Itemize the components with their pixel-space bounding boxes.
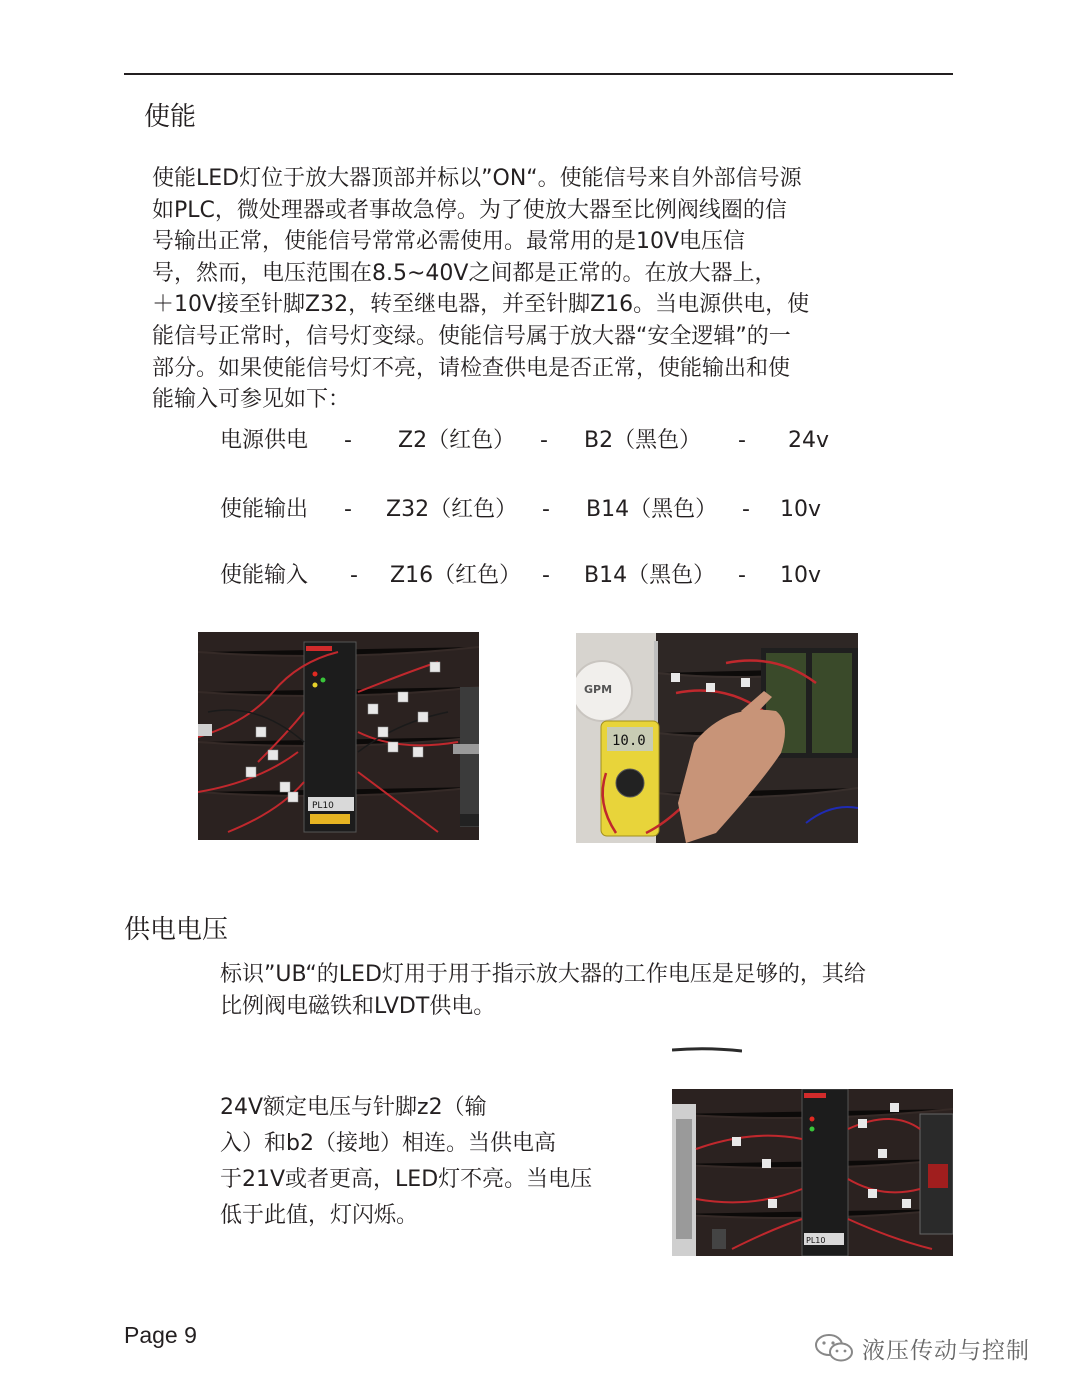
paragraph-line: 如PLC，微处理器或者事故急停。为了使放大器至比例阀线圈的信: [152, 197, 787, 223]
spec-dash: -: [350, 563, 358, 588]
paragraph-line: 24V额定电压与针脚z2（输: [220, 1095, 487, 1120]
paragraph-line: 号输出正常，使能信号常常必需使用。最常用的是10V电压信: [152, 229, 746, 255]
paragraph-line: 部分。如果使能信号灯不亮，请检查供电是否正常，使能输出和使: [152, 355, 791, 381]
spec-dash: -: [542, 563, 550, 588]
spec-dash: -: [738, 428, 746, 453]
spec-name: 使能输入: [220, 563, 309, 588]
supply-detail-paragraph: [220, 1090, 592, 1234]
paragraph-line: 标识”UB“的LED灯用于用于指示放大器的工作电压是足够的，其给: [220, 962, 866, 987]
top-rule: [124, 73, 953, 75]
spec-row-enable-input: [220, 561, 840, 591]
paragraph-line: 比例阀电磁铁和LVDT供电。: [220, 993, 496, 1019]
spec-dash: -: [344, 497, 352, 522]
meter-reading: 10.0: [612, 733, 646, 749]
paragraph-line: 使能LED灯位于放大器顶部并标以”ON“。使能信号来自外部信号源: [152, 166, 802, 191]
module-label: PL10: [806, 1236, 826, 1245]
spec-pin-b: B14（黑色）: [586, 497, 718, 522]
spec-row-enable-output: [220, 495, 840, 525]
section-heading-supply-voltage: 供电电压: [124, 915, 229, 945]
spec-name: 使能输出: [220, 497, 309, 522]
section-heading-enable: 使能: [144, 102, 197, 132]
spec-pin-b: B14（黑色）: [584, 563, 716, 588]
enable-paragraph: [152, 163, 809, 416]
watermark-text: 液压传动与控制: [862, 1337, 1030, 1364]
paragraph-line: 能信号正常时，信号灯变绿。使能信号属于放大器“安全逻辑”的一: [152, 323, 791, 349]
paragraph-line: 低于此值，灯闪烁。: [220, 1203, 419, 1228]
spec-voltage: 24v: [788, 428, 830, 453]
amplifier-board-photo: [198, 632, 479, 840]
paragraph-line: 入）和b2（接地）相连。当供电高: [220, 1131, 556, 1156]
spec-voltage: 10v: [780, 497, 822, 522]
paragraph-line: 号，然而，电压范围在8.5~40V之间都是正常的。在放大器上，: [152, 260, 777, 286]
amplifier-board-photo-2: [672, 1089, 953, 1256]
spec-dash: -: [742, 497, 750, 522]
page-number: Page 9: [124, 1322, 197, 1348]
supply-paragraph: [220, 959, 866, 1022]
pen-mark: [672, 1045, 742, 1055]
spec-pin-a: Z32（红色）: [386, 497, 518, 522]
spec-pin-a: Z2（红色）: [398, 428, 516, 453]
spec-row-power-supply: [220, 426, 840, 456]
multimeter-photo: [576, 633, 858, 843]
paragraph-line: 于21V或者更高，LED灯不亮。当电压: [220, 1167, 593, 1192]
paragraph-line: 能输入可参见如下：: [152, 387, 351, 413]
spec-voltage: 10v: [780, 563, 822, 588]
wechat-icon: [814, 1332, 854, 1364]
spec-dash: -: [344, 428, 352, 453]
spec-pin-a: Z16（红色）: [390, 563, 522, 588]
spec-pin-b: B2（黑色）: [584, 428, 702, 453]
module-label: PL10: [312, 801, 334, 811]
meter-logo-text: GPM: [584, 683, 613, 696]
watermark: [814, 1330, 1030, 1366]
spec-dash: -: [738, 563, 746, 588]
spec-name: 电源供电: [220, 428, 309, 453]
spec-dash: -: [540, 428, 548, 453]
paragraph-line: ＋10V接至针脚Z32，转至继电器，并至针脚Z16。当电源供电，使: [152, 292, 810, 318]
spec-dash: -: [542, 497, 550, 522]
